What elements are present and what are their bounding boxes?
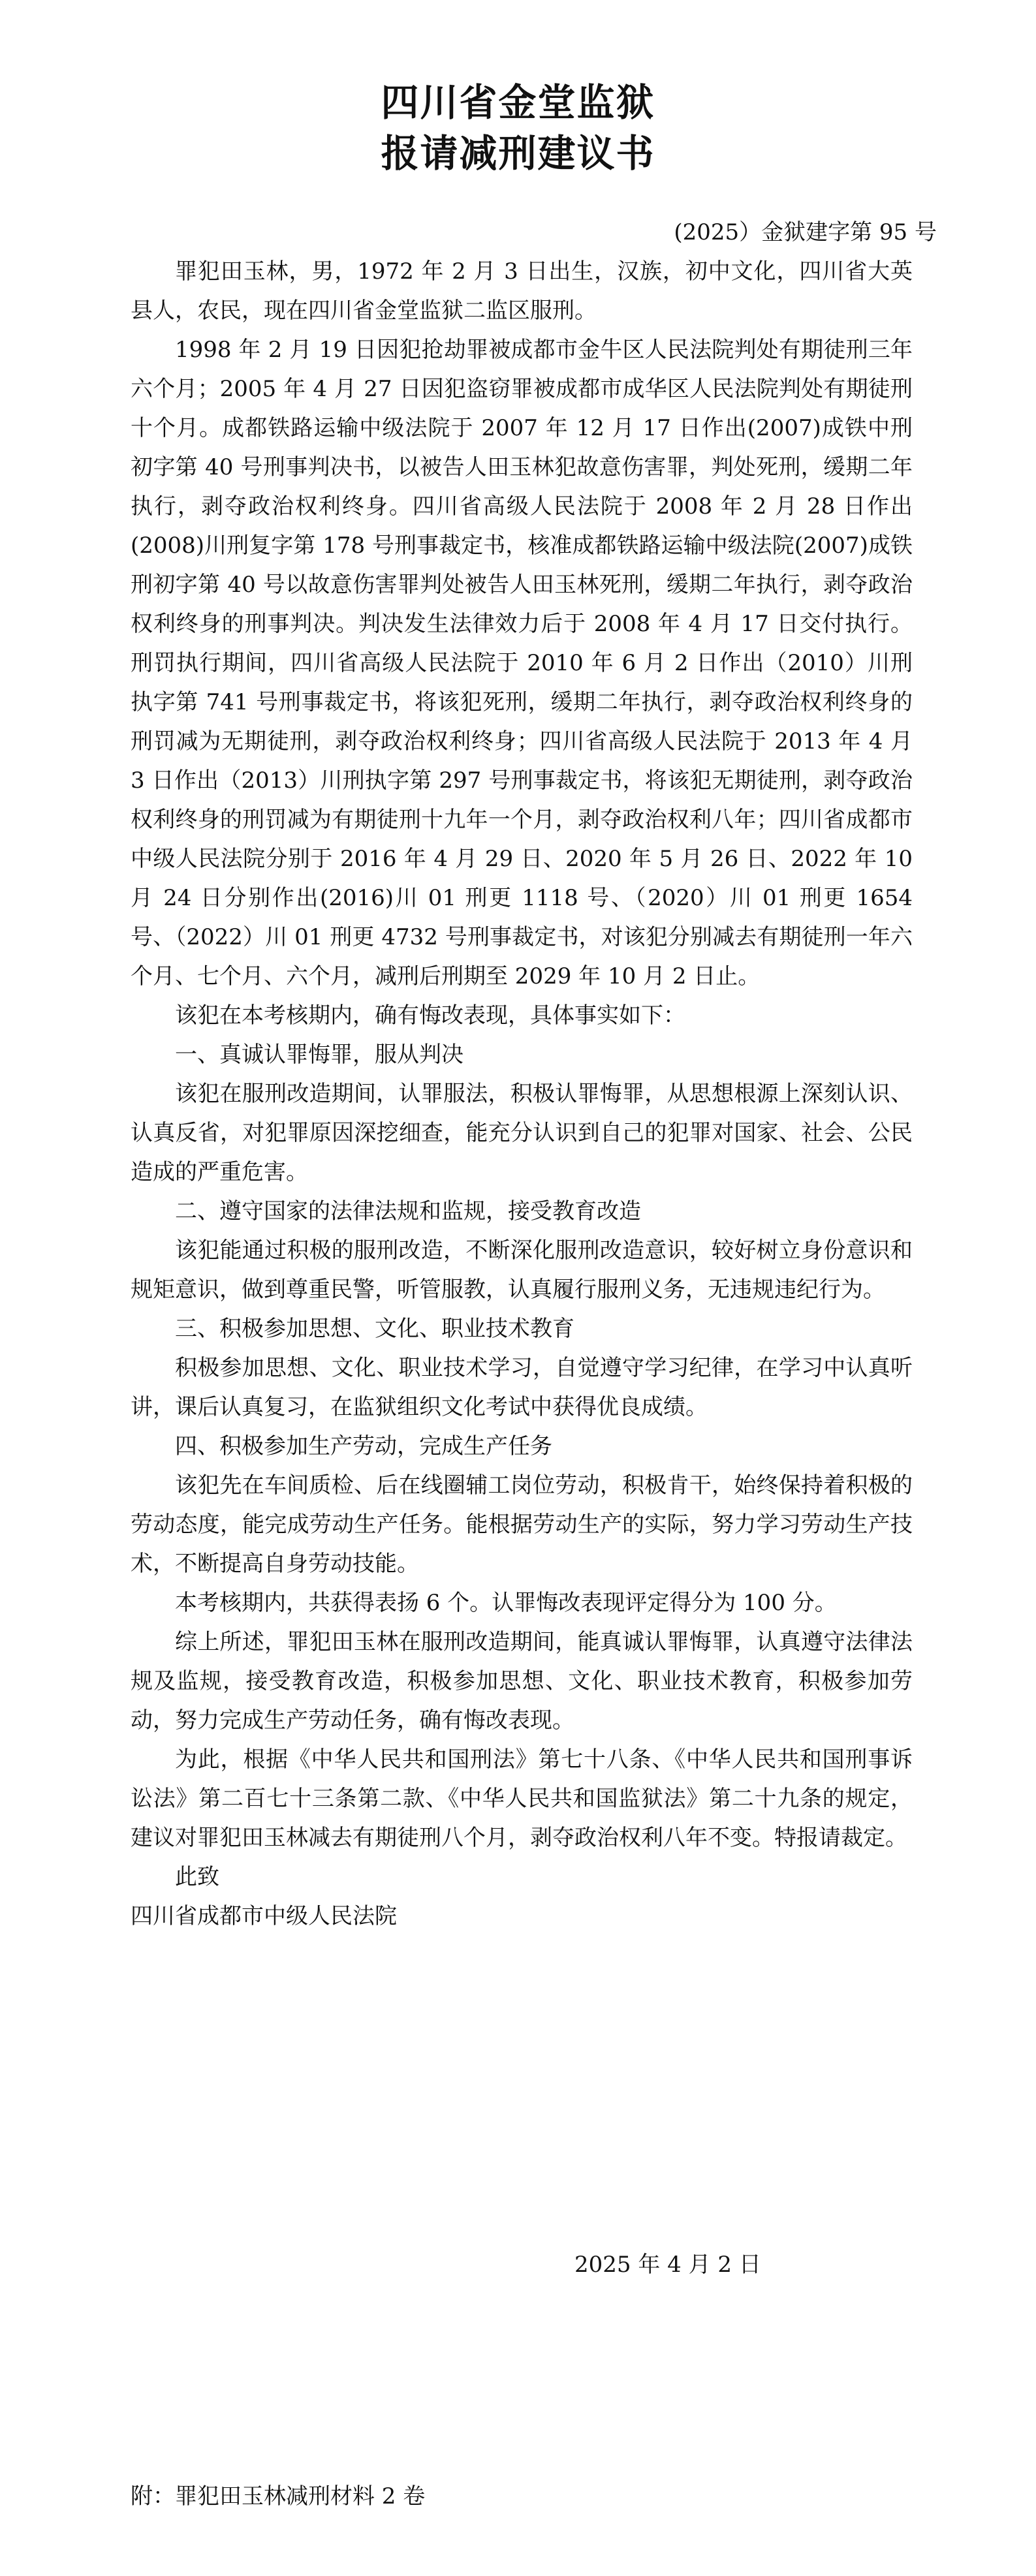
- attachment-note: 附：罪犯田玉林减刑材料 2 卷: [131, 2483, 426, 2509]
- paragraph-salutation: 此致: [175, 1864, 219, 1890]
- document-body: [131, 252, 913, 1936]
- paragraph-intro-facts: 该犯在本考核期内，确有悔改表现，具体事实如下：: [175, 1002, 685, 1029]
- paragraph-recommendation: 为此，根据《中华人民共和国刑法》第七十八条、《中华人民共和国刑事诉讼法》第二百七十三条第二款、《中华人民共和国监狱法》第二十九条的规定，建议对罪犯田玉林减去有期徒刑八个月，剥夺政治权利八年不变。特报请裁定。: [131, 1746, 913, 1851]
- paragraph-section-3: 积极参加思想、文化、职业技术学习，自觉遵守学习纪律，在学习中认真听讲，课后认真复习，在监狱组织文化考试中获得优良成绩。: [131, 1355, 913, 1420]
- paragraph-section-4: 该犯先在车间质检、后在线圈辅工岗位劳动，积极肯干，始终保持着积极的劳动态度，能完成劳动生产任务。能根据劳动生产的实际，努力学习劳动生产技术，不断提高自身劳动技能。: [131, 1472, 913, 1577]
- recipient-court: 四川省成都市中级人民法院: [131, 1903, 397, 1929]
- paragraph-section-1: 该犯在服刑改造期间，认罪服法，积极认罪悔罪，从思想根源上深刻认识、认真反省，对犯罪原因深挖细查，能充分认识到自己的犯罪对国家、社会、公民造成的严重危害。: [131, 1081, 913, 1185]
- paragraph-sentence-history: 1998 年 2 月 19 日因犯抢劫罪被成都市金牛区人民法院判处有期徒刑三年六个月；2005 年 4 月 27 日因犯盗窃罪被成都市成华区人民法院判处有期徒刑十个月。成都铁路运输中级法院于 2007 年 12 月 17 日作出(2007)成铁中刑初字第 40 号刑事判决书，以被告人田玉林犯故意伤害罪，判处死刑，缓期二年执行，剥夺政治权利终身。四川省高级人民法院于 2008 年 2 月 28 日作出(2008)川刑复字第 178 号刑事裁定书，核准成都铁路运输中级法院(2007)成铁刑初字第 40 号以故意伤害罪判处被告人田玉林死刑，缓期二年执行，剥夺政治权利终身的刑事判决。判决发生法律效力后于 2008 年 4 月 17 日交付执行。刑罚执行期间，四川省高级人民法院于 2010 年 6 月 2 日作出（2010）川刑执字第 741 号刑事裁定书，将该犯死刑，缓期二年执行，剥夺政治权利终身的刑罚减为无期徒刑，剥夺政治权利终身；四川省高级人民法院于 2013 年 4 月 3 日作出（2013）川刑执字第 297 号刑事裁定书，将该犯无期徒刑，剥夺政治权利终身的刑罚减为有期徒刑十九年一个月，剥夺政治权利八年；四川省成都市中级人民法院分别于 2016 年 4 月 29 日、2020 年 5 月 26 日、2022 年 10 月 24 日分别作出(2016)川 01 刑更 1118 号、（2020）川 01 刑更 1654 号、（2022）川 01 刑更 4732 号刑事裁定书，对该犯分别减去有期徒刑一年六个月、七个月、六个月，减刑后刑期至 2029 年 10 月 2 日止。: [131, 337, 913, 989]
- paragraph-criminal-info: 罪犯田玉林，男，1972 年 2 月 3 日出生，汉族，初中文化，四川省大英县人，农民，现在四川省金堂监狱二监区服刑。: [131, 258, 913, 324]
- paragraph-summary: 综上所述，罪犯田玉林在服刑改造期间，能真诚认罪悔罪，认真遵守法律法规及监规，接受教育改造，积极参加思想、文化、职业技术教育，积极参加劳动，努力完成生产劳动任务，确有悔改表现。: [131, 1629, 913, 1733]
- document-title-line2: 报请减刑建议书: [381, 131, 655, 176]
- document-date: 2025 年 4 月 2 日: [574, 2252, 761, 2278]
- section-heading-3: 三、积极参加思想、文化、职业技术教育: [175, 1316, 574, 1342]
- document-number: (2025）金狱建字第 95 号: [674, 219, 937, 245]
- document-title-line1: 四川省金堂监狱: [381, 80, 655, 125]
- section-heading-4: 四、积极参加生产劳动，完成生产任务: [175, 1433, 552, 1459]
- paragraph-section-2: 该犯能通过积极的服刑改造，不断深化服刑改造意识，较好树立身份意识和规矩意识，做到尊重民警，听管服教，认真履行服刑义务，无违规违纪行为。: [131, 1237, 913, 1303]
- section-heading-1: 一、真诚认罪悔罪，服从判决: [175, 1042, 463, 1068]
- section-heading-2: 二、遵守国家的法律法规和监规，接受教育改造: [175, 1198, 641, 1224]
- paragraph-rewards: 本考核期内，共获得表扬 6 个。认罪悔改表现评定得分为 100 分。: [175, 1590, 837, 1616]
